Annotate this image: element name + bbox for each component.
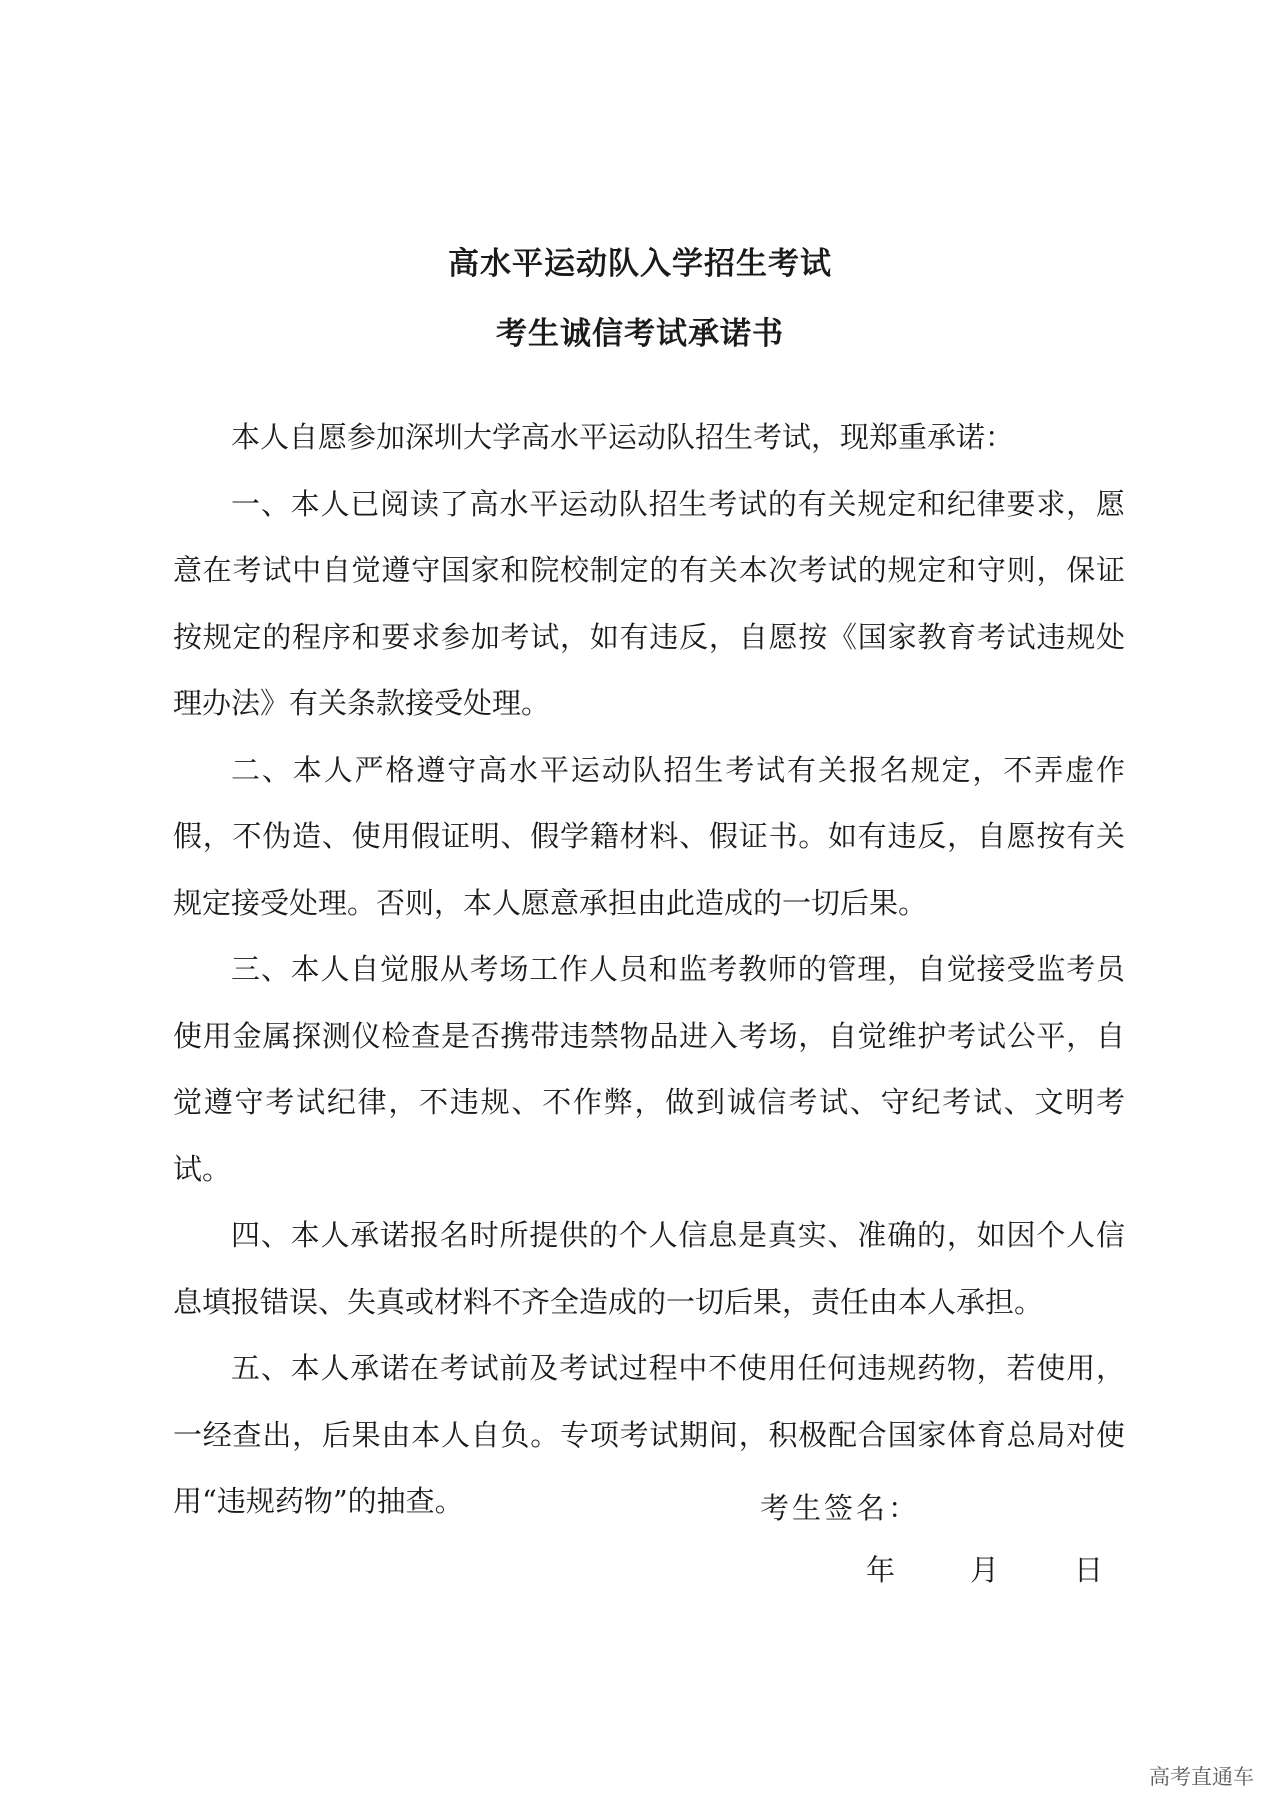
intro-paragraph: 本人自愿参加深圳大学高水平运动队招生考试，现郑重承诺： [231,420,1015,454]
document-subtitle: 考生诚信考试承诺书 [496,316,784,352]
pledge-paragraph-3: 三、本人自觉服从考场工作人员和监考教师的管理，自觉接受监考员使用金属探测仪检查是否携带违禁物品进入考场，自觉维护考试公平，自觉遵守考试纪律，不违规、不作弊，做到诚信考试、守纪考试、文明考试。 [173,952,1125,1186]
pledge-paragraph-2: 二、本人严格遵守高水平运动队招生考试有关报名规定，不弄虚作假，不伪造、使用假证明、假学籍材料、假证书。如有违反，自愿按有关规定接受处理。否则，本人愿意承担由此造成的一切后果。 [173,752,1125,920]
document-body [173,404,1125,1535]
pledge-paragraph-1: 一、本人已阅读了高水平运动队招生考试的有关规定和纪律要求，愿意在考试中自觉遵守国家和院校制定的有关本次考试的规定和守则，保证按规定的程序和要求参加考试，如有违反，自愿按《国家教育考试违规处理办法》有关条款接受处理。 [173,486,1125,720]
date-year-label: 年 [866,1553,896,1587]
document-title: 高水平运动队入学招生考试 [448,246,832,282]
signature-label: 考生签名： [760,1491,921,1525]
watermark: 高考直通车 [1149,1765,1254,1789]
date-row [866,1548,1103,1589]
date-month-label: 月 [970,1553,1000,1587]
pledge-paragraph-4: 四、本人承诺报名时所提供的个人信息是真实、准确的，如因个人信息填报错误、失真或材料不齐全造成的一切后果，责任由本人承担。 [173,1218,1125,1319]
pledge-paragraph-5: 五、本人承诺在考试前及考试过程中不使用任何违规药物，若使用，一经查出，后果由本人自负。专项考试期间，积极配合国家体育总局对使用“违规药物”的抽查。 [173,1351,1125,1518]
date-day-label: 日 [1074,1553,1104,1587]
